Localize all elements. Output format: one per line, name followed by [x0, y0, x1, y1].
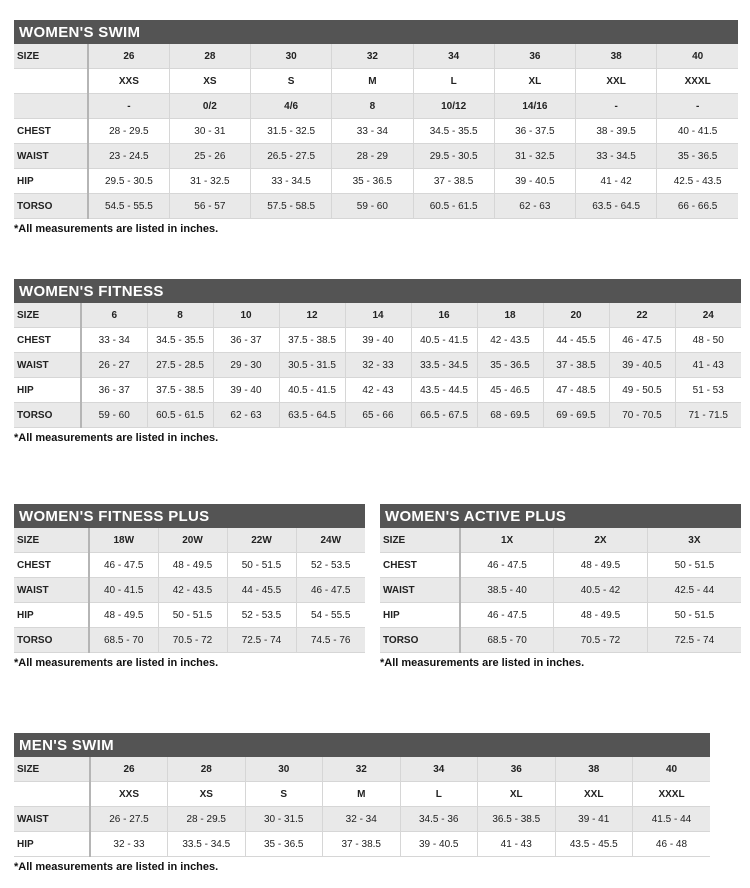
table-row — [14, 553, 365, 578]
measurement-cell: 39 - 40 — [345, 328, 411, 353]
measurement-cell: 70.5 - 72 — [554, 628, 648, 653]
numeric-size-cell: - — [657, 94, 738, 119]
table-row — [380, 603, 741, 628]
size-cell: 12 — [279, 303, 345, 328]
numeric-size-cell: 14/16 — [494, 94, 575, 119]
table-row — [14, 628, 365, 653]
row-label: TORSO — [14, 194, 88, 219]
measurement-cell: 39 - 40 — [213, 378, 279, 403]
womens-fitness-plus-table — [14, 528, 365, 653]
measurement-cell: 30 - 31.5 — [245, 807, 323, 832]
measurement-cell: 26 - 27.5 — [90, 807, 168, 832]
womens-active-plus-chart — [380, 504, 741, 669]
size-cell: 32 — [323, 757, 401, 782]
measurement-cell: 32 - 34 — [323, 807, 401, 832]
numeric-size-cell: 10/12 — [413, 94, 494, 119]
measurement-cell: 32 - 33 — [345, 353, 411, 378]
measurement-cell: 35 - 36.5 — [332, 169, 413, 194]
letter-size-cell: L — [413, 69, 494, 94]
row-label: SIZE — [14, 528, 89, 553]
row-label: WAIST — [14, 144, 88, 169]
measurement-cell: 33.5 - 34.5 — [168, 832, 246, 857]
measurement-cell: 26.5 - 27.5 — [251, 144, 332, 169]
measurement-cell: 33 - 34 — [332, 119, 413, 144]
size-cell: 6 — [81, 303, 147, 328]
row-label: SIZE — [14, 303, 81, 328]
size-cell: 32 — [332, 44, 413, 69]
measurement-cell: 66.5 - 67.5 — [411, 403, 477, 428]
size-cell: 18 — [477, 303, 543, 328]
measurement-cell: 50 - 51.5 — [647, 603, 741, 628]
letter-size-cell: M — [332, 69, 413, 94]
size-cell: 8 — [147, 303, 213, 328]
footnote: *All measurements are listed in inches. — [14, 861, 219, 873]
row-label: WAIST — [14, 578, 89, 603]
measurement-cell: 49 - 50.5 — [609, 378, 675, 403]
womens-swim-chart — [14, 20, 738, 235]
size-cell: 34 — [400, 757, 478, 782]
letter-size-cell: S — [245, 782, 323, 807]
womens-fitness-title: WOMEN'S FITNESS — [14, 279, 741, 303]
numeric-size-cell: - — [88, 94, 169, 119]
measurement-cell: 36 - 37.5 — [494, 119, 575, 144]
measurement-cell: 36 - 37 — [81, 378, 147, 403]
measurement-cell: 34.5 - 35.5 — [413, 119, 494, 144]
row-label: WAIST — [380, 578, 460, 603]
measurement-cell: 63.5 - 64.5 — [576, 194, 657, 219]
measurement-cell: 29 - 30 — [213, 353, 279, 378]
measurement-cell: 48 - 49.5 — [89, 603, 158, 628]
measurement-cell: 68 - 69.5 — [477, 403, 543, 428]
measurement-cell: 72.5 - 74 — [227, 628, 296, 653]
table-row — [14, 69, 738, 94]
measurement-cell: 68.5 - 70 — [460, 628, 554, 653]
measurement-cell: 33.5 - 34.5 — [411, 353, 477, 378]
row-label: HIP — [380, 603, 460, 628]
measurement-cell: 48 - 49.5 — [158, 553, 227, 578]
measurement-cell: 32 - 33 — [90, 832, 168, 857]
measurement-cell: 70.5 - 72 — [158, 628, 227, 653]
size-cell: 24W — [296, 528, 365, 553]
measurement-cell: 50 - 51.5 — [158, 603, 227, 628]
womens-fitness-plus-title: WOMEN'S FITNESS PLUS — [14, 504, 365, 528]
size-cell: 20W — [158, 528, 227, 553]
size-cell: 36 — [494, 44, 575, 69]
table-row — [14, 169, 738, 194]
size-cell: 22 — [609, 303, 675, 328]
measurement-cell: 36.5 - 38.5 — [478, 807, 556, 832]
letter-size-cell: M — [323, 782, 401, 807]
measurement-cell: 38.5 - 40 — [460, 578, 554, 603]
row-label: SIZE — [14, 757, 90, 782]
size-cell: 26 — [90, 757, 168, 782]
measurement-cell: 52 - 53.5 — [227, 603, 296, 628]
size-cell: 24 — [675, 303, 741, 328]
numeric-size-cell: 4/6 — [251, 94, 332, 119]
table-row — [14, 807, 710, 832]
table-row — [380, 553, 741, 578]
table-row — [14, 144, 738, 169]
row-label — [14, 94, 88, 119]
measurement-cell: 28 - 29.5 — [88, 119, 169, 144]
measurement-cell: 47 - 48.5 — [543, 378, 609, 403]
measurement-cell: 48 - 49.5 — [554, 603, 648, 628]
womens-active-plus-title: WOMEN'S ACTIVE PLUS — [380, 504, 741, 528]
mens-swim-title: MEN'S SWIM — [14, 733, 710, 757]
table-row — [14, 94, 738, 119]
measurement-cell: 31.5 - 32.5 — [251, 119, 332, 144]
measurement-cell: 39 - 41 — [555, 807, 633, 832]
womens-swim-title: WOMEN'S SWIM — [14, 20, 738, 44]
measurement-cell: 31 - 32.5 — [169, 169, 250, 194]
measurement-cell: 46 - 47.5 — [460, 603, 554, 628]
table-row — [14, 378, 741, 403]
measurement-cell: 71 - 71.5 — [675, 403, 741, 428]
measurement-cell: 40.5 - 41.5 — [279, 378, 345, 403]
size-cell: 28 — [169, 44, 250, 69]
footnote: *All measurements are listed in inches. — [14, 223, 219, 235]
womens-fitness-plus-chart — [14, 504, 365, 669]
letter-size-cell: XXXL — [657, 69, 738, 94]
row-label: WAIST — [14, 807, 90, 832]
measurement-cell: 60.5 - 61.5 — [147, 403, 213, 428]
womens-swim-table — [14, 44, 738, 219]
size-cell: 38 — [576, 44, 657, 69]
row-label: HIP — [14, 832, 90, 857]
measurement-cell: 44 - 45.5 — [543, 328, 609, 353]
table-row — [14, 528, 365, 553]
letter-size-cell: XS — [169, 69, 250, 94]
measurement-cell: 35 - 36.5 — [657, 144, 738, 169]
footnote: *All measurements are listed in inches. — [14, 432, 219, 444]
measurement-cell: 57.5 - 58.5 — [251, 194, 332, 219]
measurement-cell: 39 - 40.5 — [400, 832, 478, 857]
table-row — [14, 832, 710, 857]
measurement-cell: 59 - 60 — [81, 403, 147, 428]
table-row — [14, 328, 741, 353]
measurement-cell: 63.5 - 64.5 — [279, 403, 345, 428]
measurement-cell: 74.5 - 76 — [296, 628, 365, 653]
row-label: TORSO — [380, 628, 460, 653]
measurement-cell: 42 - 43.5 — [158, 578, 227, 603]
measurement-cell: 25 - 26 — [169, 144, 250, 169]
footnote: *All measurements are listed in inches. — [380, 657, 585, 669]
measurement-cell: 46 - 47.5 — [460, 553, 554, 578]
measurement-cell: 42 - 43.5 — [477, 328, 543, 353]
measurement-cell: 37.5 - 38.5 — [279, 328, 345, 353]
measurement-cell: 39 - 40.5 — [494, 169, 575, 194]
measurement-cell: 43.5 - 45.5 — [555, 832, 633, 857]
measurement-cell: 59 - 60 — [332, 194, 413, 219]
letter-size-cell: XXS — [90, 782, 168, 807]
womens-fitness-chart — [14, 279, 741, 444]
measurement-cell: 72.5 - 74 — [647, 628, 741, 653]
measurement-cell: 27.5 - 28.5 — [147, 353, 213, 378]
size-cell: 40 — [657, 44, 738, 69]
footnote: *All measurements are listed in inches. — [14, 657, 219, 669]
size-cell: 22W — [227, 528, 296, 553]
row-label: WAIST — [14, 353, 81, 378]
measurement-cell: 40.5 - 41.5 — [411, 328, 477, 353]
row-label: SIZE — [380, 528, 460, 553]
letter-size-cell: L — [400, 782, 478, 807]
measurement-cell: 52 - 53.5 — [296, 553, 365, 578]
size-cell: 16 — [411, 303, 477, 328]
mens-swim-table — [14, 757, 710, 857]
size-cell: 28 — [168, 757, 246, 782]
size-cell: 3X — [647, 528, 741, 553]
measurement-cell: 38 - 39.5 — [576, 119, 657, 144]
measurement-cell: 65 - 66 — [345, 403, 411, 428]
measurement-cell: 50 - 51.5 — [647, 553, 741, 578]
measurement-cell: 33 - 34.5 — [576, 144, 657, 169]
measurement-cell: 40 - 41.5 — [657, 119, 738, 144]
measurement-cell: 39 - 40.5 — [609, 353, 675, 378]
size-cell: 26 — [88, 44, 169, 69]
measurement-cell: 54.5 - 55.5 — [88, 194, 169, 219]
table-row — [14, 303, 741, 328]
table-row — [14, 603, 365, 628]
table-row — [14, 44, 738, 69]
size-cell: 40 — [633, 757, 711, 782]
measurement-cell: 66 - 66.5 — [657, 194, 738, 219]
size-cell: 1X — [460, 528, 554, 553]
letter-size-cell: XXS — [88, 69, 169, 94]
measurement-cell: 46 - 48 — [633, 832, 711, 857]
numeric-size-cell: - — [576, 94, 657, 119]
measurement-cell: 46 - 47.5 — [609, 328, 675, 353]
measurement-cell: 37 - 38.5 — [323, 832, 401, 857]
letter-size-cell: XXL — [555, 782, 633, 807]
size-cell: 20 — [543, 303, 609, 328]
measurement-cell: 50 - 51.5 — [227, 553, 296, 578]
table-row — [380, 578, 741, 603]
measurement-cell: 62 - 63 — [213, 403, 279, 428]
letter-size-cell: S — [251, 69, 332, 94]
row-label: HIP — [14, 603, 89, 628]
measurement-cell: 42.5 - 44 — [647, 578, 741, 603]
size-cell: 18W — [89, 528, 158, 553]
measurement-cell: 60.5 - 61.5 — [413, 194, 494, 219]
measurement-cell: 36 - 37 — [213, 328, 279, 353]
row-label: CHEST — [14, 553, 89, 578]
measurement-cell: 42.5 - 43.5 — [657, 169, 738, 194]
measurement-cell: 46 - 47.5 — [296, 578, 365, 603]
table-row — [14, 194, 738, 219]
numeric-size-cell: 0/2 — [169, 94, 250, 119]
table-row — [14, 353, 741, 378]
row-label: HIP — [14, 378, 81, 403]
measurement-cell: 28 - 29 — [332, 144, 413, 169]
measurement-cell: 37 - 38.5 — [413, 169, 494, 194]
womens-active-plus-table — [380, 528, 741, 653]
row-label — [14, 69, 88, 94]
measurement-cell: 30 - 31 — [169, 119, 250, 144]
measurement-cell: 28 - 29.5 — [168, 807, 246, 832]
row-label — [14, 782, 90, 807]
measurement-cell: 40.5 - 42 — [554, 578, 648, 603]
measurement-cell: 41.5 - 44 — [633, 807, 711, 832]
table-row — [14, 782, 710, 807]
measurement-cell: 33 - 34.5 — [251, 169, 332, 194]
size-cell: 10 — [213, 303, 279, 328]
row-label: SIZE — [14, 44, 88, 69]
measurement-cell: 33 - 34 — [81, 328, 147, 353]
measurement-cell: 41 - 42 — [576, 169, 657, 194]
measurement-cell: 23 - 24.5 — [88, 144, 169, 169]
size-cell: 34 — [413, 44, 494, 69]
row-label: TORSO — [14, 403, 81, 428]
measurement-cell: 26 - 27 — [81, 353, 147, 378]
measurement-cell: 46 - 47.5 — [89, 553, 158, 578]
letter-size-cell: XXXL — [633, 782, 711, 807]
table-row — [14, 403, 741, 428]
table-row — [14, 119, 738, 144]
measurement-cell: 29.5 - 30.5 — [413, 144, 494, 169]
measurement-cell: 70 - 70.5 — [609, 403, 675, 428]
table-row — [14, 578, 365, 603]
size-cell: 30 — [245, 757, 323, 782]
letter-size-cell: XL — [494, 69, 575, 94]
measurement-cell: 48 - 49.5 — [554, 553, 648, 578]
measurement-cell: 34.5 - 35.5 — [147, 328, 213, 353]
womens-fitness-table — [14, 303, 741, 428]
measurement-cell: 51 - 53 — [675, 378, 741, 403]
size-cell: 2X — [554, 528, 648, 553]
measurement-cell: 31 - 32.5 — [494, 144, 575, 169]
measurement-cell: 41 - 43 — [675, 353, 741, 378]
table-row — [380, 628, 741, 653]
size-cell: 38 — [555, 757, 633, 782]
measurement-cell: 37.5 - 38.5 — [147, 378, 213, 403]
size-cell: 14 — [345, 303, 411, 328]
row-label: HIP — [14, 169, 88, 194]
measurement-cell: 29.5 - 30.5 — [88, 169, 169, 194]
row-label: CHEST — [14, 328, 81, 353]
table-row — [380, 528, 741, 553]
measurement-cell: 54 - 55.5 — [296, 603, 365, 628]
measurement-cell: 35 - 36.5 — [477, 353, 543, 378]
row-label: TORSO — [14, 628, 89, 653]
mens-swim-chart — [14, 733, 710, 873]
measurement-cell: 69 - 69.5 — [543, 403, 609, 428]
measurement-cell: 44 - 45.5 — [227, 578, 296, 603]
measurement-cell: 35 - 36.5 — [245, 832, 323, 857]
measurement-cell: 37 - 38.5 — [543, 353, 609, 378]
letter-size-cell: XL — [478, 782, 556, 807]
measurement-cell: 34.5 - 36 — [400, 807, 478, 832]
measurement-cell: 68.5 - 70 — [89, 628, 158, 653]
measurement-cell: 45 - 46.5 — [477, 378, 543, 403]
row-label: CHEST — [380, 553, 460, 578]
size-cell: 36 — [478, 757, 556, 782]
letter-size-cell: XS — [168, 782, 246, 807]
measurement-cell: 56 - 57 — [169, 194, 250, 219]
measurement-cell: 48 - 50 — [675, 328, 741, 353]
table-row — [14, 757, 710, 782]
size-cell: 30 — [251, 44, 332, 69]
measurement-cell: 41 - 43 — [478, 832, 556, 857]
letter-size-cell: XXL — [576, 69, 657, 94]
row-label: CHEST — [14, 119, 88, 144]
measurement-cell: 40 - 41.5 — [89, 578, 158, 603]
measurement-cell: 30.5 - 31.5 — [279, 353, 345, 378]
measurement-cell: 62 - 63 — [494, 194, 575, 219]
measurement-cell: 43.5 - 44.5 — [411, 378, 477, 403]
numeric-size-cell: 8 — [332, 94, 413, 119]
measurement-cell: 42 - 43 — [345, 378, 411, 403]
